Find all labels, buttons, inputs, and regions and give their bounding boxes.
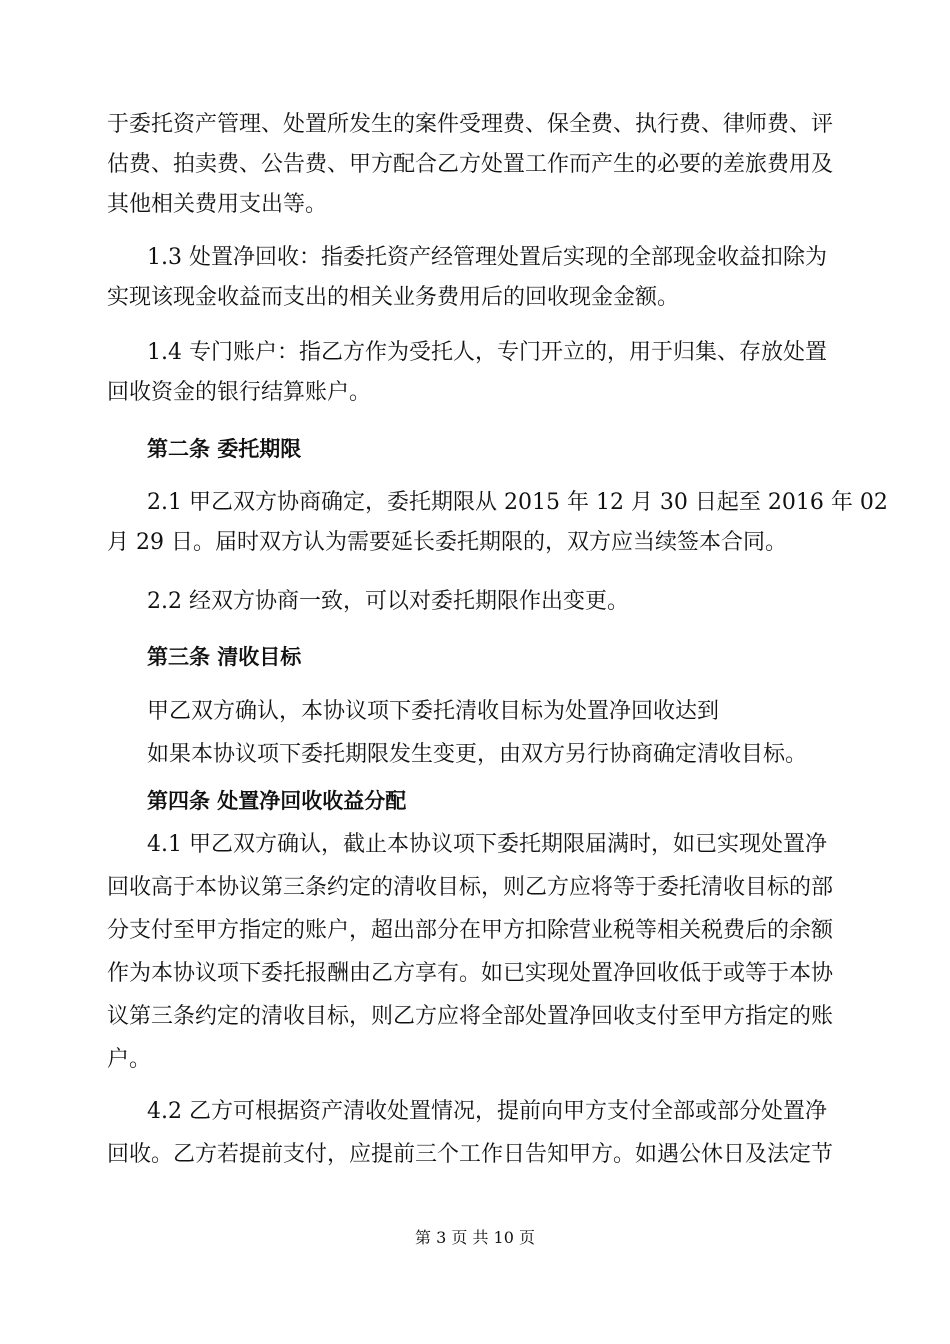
article-3-line: 甲乙双方确认，本协议项下委托清收目标为处置净回收达到	[147, 699, 720, 724]
clause-4-2-line: 4.2 乙方可根据资产清收处置情况，提前向甲方支付全部或部分处置净	[147, 1099, 827, 1124]
article-3-line: 如果本协议项下委托期限发生变更，由双方另行协商确定清收目标。	[147, 742, 808, 767]
article-2-heading: 第二条 委托期限	[147, 437, 302, 461]
clause-1-4-line: 回收资金的银行结算账户。	[107, 380, 372, 405]
paragraph-line: 其他相关费用支出等。	[107, 192, 328, 217]
page-number-footer: 第 3 页 共 10 页	[415, 1228, 535, 1247]
clause-4-1-line: 分支付至甲方指定的账户，超出部分在甲方扣除营业税等相关税费后的余额	[107, 918, 834, 943]
paragraph-line: 于委托资产管理、处置所发生的案件受理费、保全费、执行费、律师费、评	[107, 112, 834, 137]
clause-2-2-line: 2.2 经双方协商一致，可以对委托期限作出变更。	[147, 589, 629, 614]
article-4-heading: 第四条 处置净回收收益分配	[147, 789, 407, 813]
clause-4-2-line: 回收。乙方若提前支付，应提前三个工作日告知甲方。如遇公休日及法定节	[107, 1142, 834, 1167]
paragraph-line: 估费、拍卖费、公告费、甲方配合乙方处置工作而产生的必要的差旅费用及	[107, 152, 834, 177]
clause-4-1-line: 作为本协议项下委托报酬由乙方享有。如已实现处置净回收低于或等于本协	[107, 961, 834, 986]
clause-4-1-line: 回收高于本协议第三条约定的清收目标，则乙方应将等于委托清收目标的部	[107, 875, 834, 900]
clause-2-1-line: 月 29 日。届时双方认为需要延长委托期限的，双方应当续签本合同。	[107, 530, 787, 555]
clause-2-1-line: 2.1 甲乙双方协商确定，委托期限从 2015 年 12 月 30 日起至 2016 年 02	[147, 490, 888, 515]
clause-1-4-line: 1.4 专门账户：指乙方作为受托人，专门开立的，用于归集、存放处置	[147, 340, 827, 365]
clause-4-1-line: 4.1 甲乙双方确认，截止本协议项下委托期限届满时，如已实现处置净	[147, 832, 827, 857]
clause-4-1-line: 户。	[107, 1047, 152, 1072]
clause-4-1-line: 议第三条约定的清收目标，则乙方应将全部处置净回收支付至甲方指定的账	[107, 1004, 834, 1029]
article-3-heading: 第三条 清收目标	[147, 645, 302, 669]
clause-1-3-line: 实现该现金收益而支出的相关业务费用后的回收现金金额。	[107, 285, 680, 310]
clause-1-3-line: 1.3 处置净回收：指委托资产经管理处置后实现的全部现金收益扣除为	[147, 245, 827, 270]
